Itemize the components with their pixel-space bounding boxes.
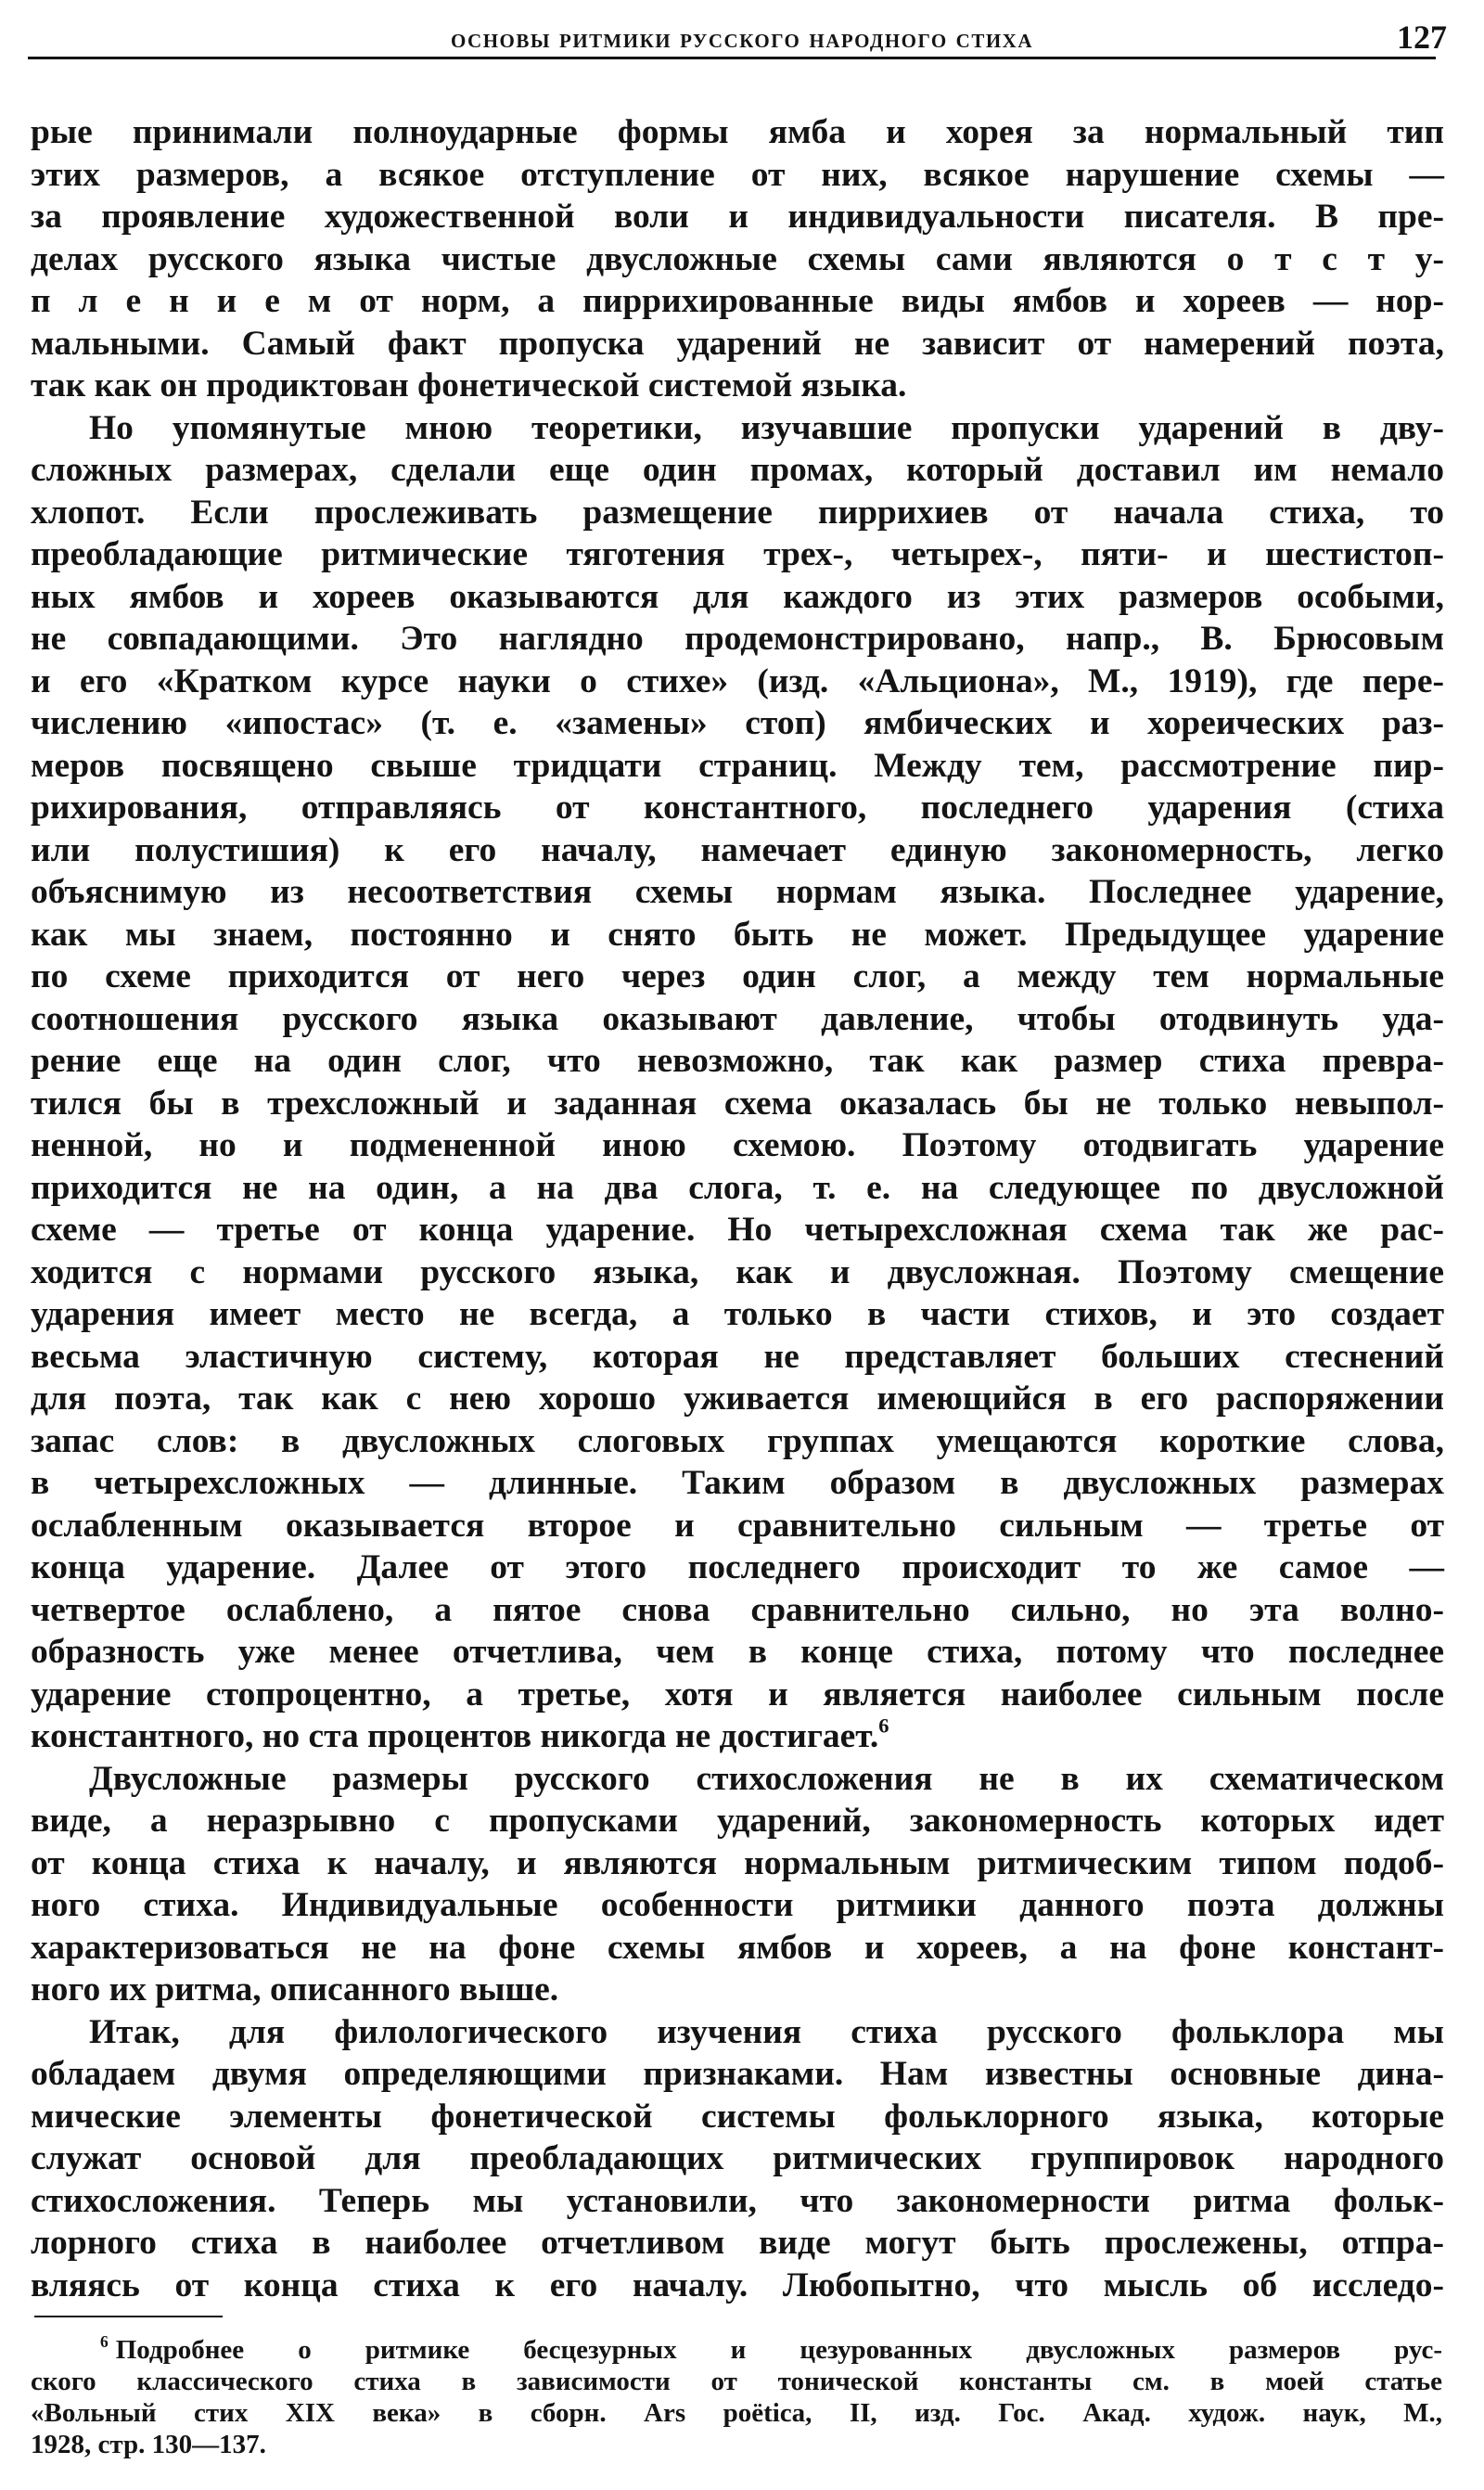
text-line-content: запас слов: в двусложных слоговых группах умещаются короткие слова, [31, 1421, 1444, 1460]
footnote-line-content: 1928, стр. 130—137. [31, 2430, 266, 2459]
text-line [31, 618, 1444, 661]
text-line-content: ослабленным оказывается второе и сравнительно сильным — третье от [31, 1506, 1444, 1545]
text-line-content: так как он продиктован фонетической системой языка. [31, 366, 907, 404]
text-line [31, 1589, 1444, 1632]
text-line [31, 1800, 1444, 1842]
text-line-content: в четырехсложных — длинные. Таким образом в двусложных размерах [31, 1464, 1444, 1502]
text-line [31, 702, 1444, 745]
text-line [31, 2137, 1444, 2180]
text-line-content: хлопот. Если прослеживать размещение пиррихиев от начала стиха, то [31, 493, 1444, 532]
text-line [31, 449, 1444, 492]
text-line-content: этих размеров, а всякое отступление от них, всякое нарушение схемы — [31, 155, 1444, 194]
text-line-content: Двусложные размеры русского стихосложения не в их схематическом [89, 1759, 1444, 1798]
text-line-content: образность уже менее отчетлива, чем в конце стиха, потому что последнее [31, 1633, 1444, 1671]
text-line [31, 1969, 1444, 2011]
text-line-content: приходится не на один, а на два слога, т. е. на следующее по двусложной [31, 1168, 1444, 1207]
text-line [31, 1124, 1444, 1167]
text-line-content: ударение стопроцентно, а третье, хотя и является наиболее сильным после [31, 1675, 1444, 1713]
footnote-line-content: Подробнее о ритмике бесцезурных и цезурованных двусложных размеров рус- [115, 2335, 1442, 2365]
text-line [31, 492, 1444, 534]
text-line [31, 533, 1444, 576]
text-line-content: ударения имеет место не всегда, а только в части стихов, и это создает [31, 1295, 1444, 1333]
text-line [31, 1209, 1444, 1251]
text-line [31, 1420, 1444, 1463]
text-line-content: рение еще на один слог, что невозможно, так как размер стиха превра- [31, 1042, 1444, 1080]
text-line [31, 1715, 1444, 1758]
text-line [31, 2180, 1444, 2223]
text-line-content: за проявление художественной воли и индивидуальности писателя. В пре- [31, 198, 1444, 236]
text-line-content: ных ямбов и хореев оказываются для каждого из этих размеров особыми, [31, 577, 1444, 616]
text-line [31, 2096, 1444, 2138]
text-line-content: мальными. Самый факт пропуска ударений не зависит от намерений поэта, [31, 324, 1444, 363]
text-line-content: Но упомянутые мною теоретики, изучавшие пропуски ударений в дву- [89, 408, 1444, 447]
text-line-content: рихирования, отправляясь от константного, последнего ударения (стиха [31, 789, 1444, 827]
text-line-content: для поэта, так как с нею хорошо уживается имеющийся в его распоряжении [31, 1380, 1444, 1418]
text-line [31, 323, 1444, 366]
text-line-content: ного стиха. Индивидуальные особенности ритмики данного поэта должны [31, 1886, 1444, 1924]
text-line [31, 1631, 1444, 1674]
footnote-reference: 6 [878, 1713, 889, 1738]
text-line [31, 914, 1444, 956]
text-line [31, 1040, 1444, 1083]
footnote-line [31, 2366, 1442, 2397]
text-line-content: виде, а неразрывно с пропусками ударений, закономерность которых идет [31, 1802, 1444, 1840]
text-line [31, 1547, 1444, 1589]
text-line [31, 365, 1444, 407]
text-line-content: от конца стиха к началу, и являются нормальным ритмическим типом подоб- [31, 1843, 1444, 1882]
text-line-content: меров посвящено свыше тридцати страниц. Между тем, рассмотрение пир- [31, 746, 1444, 785]
text-line-content: обладаем двумя определяющими признаками. Нам известны основные дина- [31, 2055, 1444, 2093]
text-line [31, 280, 1444, 323]
text-line [31, 1842, 1444, 1885]
text-line-content: мические элементы фонетической системы фольклорного языка, которые [31, 2097, 1444, 2136]
text-line [31, 238, 1444, 281]
text-line-content: и его «Кратком курсе науки о стихе» (изд. «Альциона», М., 1919), где пере- [31, 661, 1444, 700]
text-line-content: вляясь от конца стиха к его началу. Любопытно, что мысль об исследо- [31, 2265, 1444, 2304]
text-line [31, 2053, 1444, 2096]
text-line [31, 1378, 1444, 1420]
footnote-line [100, 2331, 1442, 2366]
text-line [31, 998, 1444, 1041]
text-line-content: не совпадающими. Это наглядно продемонстрировано, напр., В. Брюсовым [31, 620, 1444, 658]
header-rule [28, 57, 1436, 59]
text-line-content: преобладающие ритмические тяготения трех-, четырех-, пяти- и шестистоп- [31, 535, 1444, 573]
text-line-content: тился бы в трехсложный и заданная схема оказалась бы не только невыпол- [31, 1084, 1444, 1123]
text-line-content: или полустишия) к его началу, намечает единую закономерность, легко [31, 830, 1444, 869]
text-line-content: схеме — третье от конца ударение. Но четырехсложная схема так же рас- [31, 1211, 1444, 1249]
text-line [31, 1674, 1444, 1716]
text-line [89, 407, 1444, 450]
footnote-marker: 6 [100, 2331, 109, 2351]
text-line-content: сложных размерах, сделали еще один промах, который доставил им немало [31, 451, 1444, 489]
text-line-content: делах русского языка чистые двусложные схемы сами являются о т с т у- [31, 239, 1444, 278]
text-line [31, 1462, 1444, 1505]
text-line-content: константного, но ста процентов никогда не достигает. [31, 1717, 879, 1755]
text-line-content: четвертое ослаблено, а пятое снова сравнительно сильно, но эта волно- [31, 1590, 1444, 1629]
text-line-content: объяснимую из несоответствия схемы нормам языка. Последнее ударение, [31, 873, 1444, 911]
text-line-content: ходится с нормами русского языка, как и двусложная. Поэтому смещение [31, 1252, 1444, 1291]
text-line [31, 111, 1444, 154]
text-line [31, 154, 1444, 197]
text-line-content: характеризоваться не на фоне схемы ямбов и хореев, а на фоне констант- [31, 1928, 1444, 1967]
text-line [31, 1083, 1444, 1125]
text-line [31, 1293, 1444, 1336]
text-line [31, 661, 1444, 703]
text-line [89, 1758, 1444, 1801]
footnote-rule [34, 2316, 223, 2317]
text-line-content: как мы знаем, постоянно и снято быть не может. Предыдущее ударение [31, 915, 1444, 954]
text-line-content: лорного стиха в наиболее отчетливом виде могут быть прослежены, отпра- [31, 2224, 1444, 2262]
text-line-content: служат основой для преобладающих ритмических группировок народного [31, 2139, 1444, 2177]
text-line-content: конца ударение. Далее от этого последнего происходит то же самое — [31, 1548, 1444, 1586]
text-line-content: стихосложения. Теперь мы установили, что закономерности ритма фольк- [31, 2181, 1444, 2220]
footnote-line [31, 2429, 1442, 2460]
footnote-line [31, 2397, 1442, 2429]
text-line-content: по схеме приходится от него через один слог, а между тем нормальные [31, 957, 1444, 995]
text-line-content: весьма эластичную систему, которая не представляет больших стеснений [31, 1337, 1444, 1376]
text-line-content: Итак, для филологического изучения стиха русского фольклора мы [89, 2012, 1444, 2051]
text-line [31, 2222, 1444, 2265]
text-line [31, 1505, 1444, 1547]
text-line [31, 1251, 1444, 1294]
text-line [31, 576, 1444, 619]
footnote-line-content: ского классического стиха в зависимости от тонической константы см. в моей статье [31, 2367, 1442, 2396]
footnote-line-content: «Вольный стих XIX века» в сборн. Ars poëtica, II, изд. Гос. Акад. худож. наук, М., [31, 2398, 1442, 2428]
running-head: основы ритмики русского народного стиха [450, 23, 1034, 54]
text-line-content: рые принимали полноударные формы ямба и хорея за нормальный тип [31, 113, 1444, 151]
text-line [31, 2265, 1444, 2307]
text-line [31, 1884, 1444, 1927]
text-line [31, 196, 1444, 238]
text-line-content: числению «ипостас» (т. е. «замены» стоп) ямбических и хореических раз- [31, 704, 1444, 742]
text-line-content: ненной, но и подмененной иною схемою. Поэтому отодвигать ударение [31, 1126, 1444, 1164]
text-line [31, 1336, 1444, 1379]
text-line [31, 956, 1444, 998]
page-number: 127 [1397, 19, 1447, 56]
text-line [31, 829, 1444, 872]
text-line-content: соотношения русского языка оказывают давление, чтобы отодвинуть уда- [31, 999, 1444, 1038]
text-line [89, 2011, 1444, 2054]
text-line-content: п л е н и е м от норм, а пиррихированные виды ямбов и хореев — нор- [31, 282, 1444, 320]
text-line [31, 787, 1444, 829]
text-line [31, 871, 1444, 914]
text-line-content: ного их ритма, описанного выше. [31, 1970, 559, 2009]
text-line [31, 1167, 1444, 1210]
text-line [31, 1927, 1444, 1970]
text-line [31, 745, 1444, 788]
